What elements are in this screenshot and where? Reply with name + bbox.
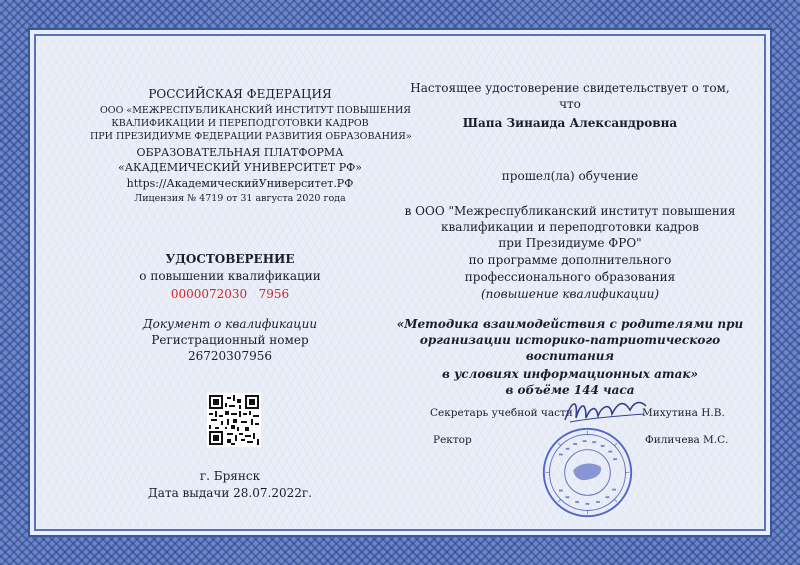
registration-number: 26720307956	[188, 349, 272, 363]
secretary-name: Михутина Н.В.	[642, 407, 725, 419]
intro-line-2: что	[559, 97, 581, 111]
rector-label: Ректор	[433, 434, 472, 446]
document-number: 0000072030 7956	[170, 287, 290, 301]
institution-line-1: в ООО "Межреспубликанский институт повышения	[404, 204, 736, 218]
course-title-line-2: организации историко-патриотического	[419, 333, 721, 347]
trained-text: прошел(ла) обучение	[501, 169, 639, 183]
org-line-1: ООО «МЕЖРЕСПУБЛИКАНСКИЙ ИНСТИТУТ ПОВЫШЕНИЯ	[100, 105, 411, 116]
intro-line-1: Настоящее удостоверение свидетельствует о том,	[410, 81, 730, 95]
institution-line-2: квалификации и переподготовки кадров	[440, 220, 700, 234]
program-line-3: (повышение квалификации)	[480, 287, 660, 301]
city: г. Брянск	[199, 469, 261, 483]
course-title-line-4: в условиях информационных атак»	[442, 367, 698, 381]
institution-line-3: при Президиуме ФРО"	[498, 236, 642, 250]
document-subtitle: о повышении квалификации	[139, 269, 321, 283]
seal-stamp-icon	[540, 425, 635, 520]
signature-icon	[560, 392, 650, 428]
secretary-label: Секретарь учебной части	[430, 407, 573, 419]
rector-name: Филичева М.С.	[645, 434, 729, 446]
org-line-3: ПРИ ПРЕЗИДИУМЕ ФЕДЕРАЦИИ РАЗВИТИЯ ОБРАЗОВАНИЯ»	[90, 131, 412, 142]
registration-label: Регистрационный номер	[151, 333, 309, 347]
course-title-line-1: «Методика взаимодействия с родителями при	[396, 317, 744, 331]
course-hours: в объёме 144 часа	[505, 383, 635, 397]
program-line-2: профессионального образования	[464, 270, 676, 284]
document-type: Документ о квалификации	[142, 317, 318, 331]
country-title: РОССИЙСКАЯ ФЕДЕРАЦИЯ	[148, 87, 332, 101]
qr-code-icon[interactable]	[207, 393, 261, 447]
license-text: Лицензия № 4719 от 31 августа 2020 года	[134, 193, 346, 204]
platform-line-1: ОБРАЗОВАТЕЛЬНАЯ ПЛАТФОРМА	[136, 146, 344, 159]
platform-line-2: «АКАДЕМИЧЕСКИЙ УНИВЕРСИТЕТ РФ»	[118, 161, 362, 174]
issue-date: Дата выдачи 28.07.2022г.	[148, 486, 312, 500]
course-title-line-3: воспитания	[525, 349, 615, 363]
document-title: УДОСТОВЕРЕНИЕ	[165, 252, 295, 266]
website-url: https://АкадемическийУниверситет.РФ	[126, 177, 354, 190]
program-line-1: по программе дополнительного	[468, 253, 672, 267]
org-line-2: КВАЛИФИКАЦИИ И ПЕРЕПОДГОТОВКИ КАДРОВ	[111, 118, 369, 129]
recipient-name: Шапа Зинаида Александровна	[462, 116, 678, 130]
